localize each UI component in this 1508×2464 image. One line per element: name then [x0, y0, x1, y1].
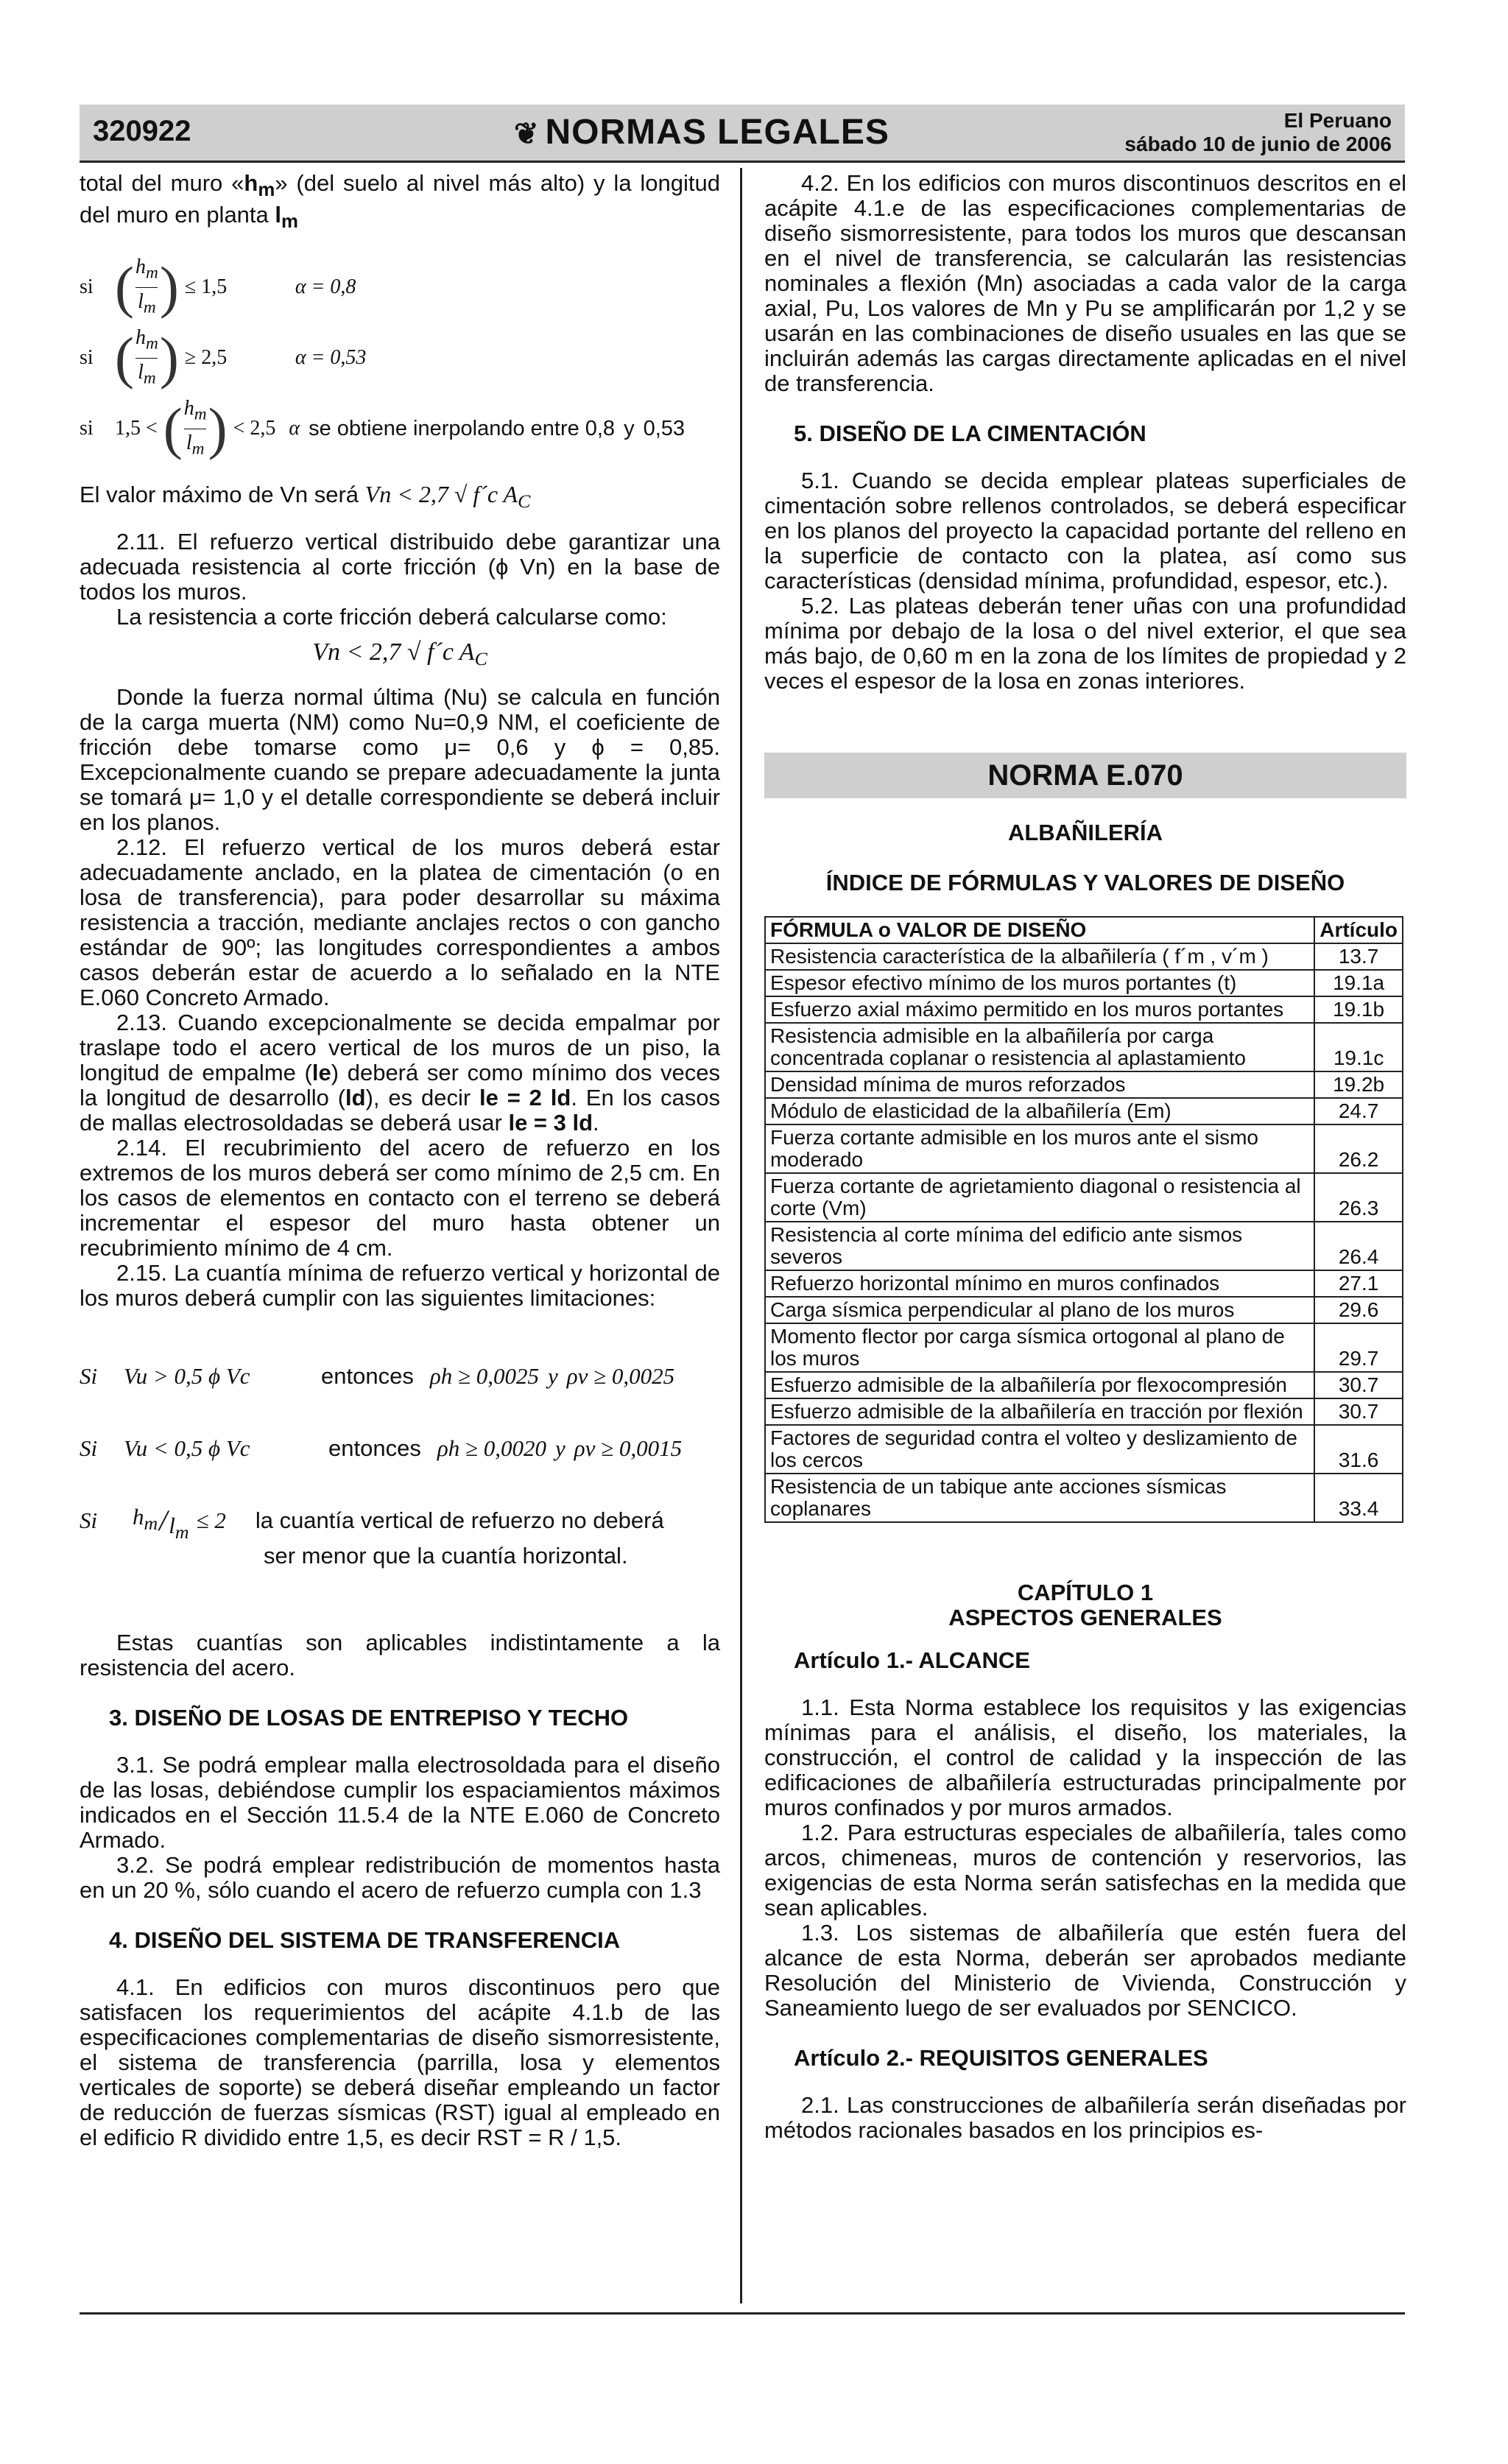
table-row	[765, 970, 1403, 996]
article-1-heading: Artículo 1.- ALCANCE	[794, 1647, 1030, 1673]
table-row	[765, 996, 1403, 1023]
table-row	[765, 1372, 1403, 1398]
paragraph-1-2: 1.2. Para estructuras especiales de albañilería, tales como arcos, chimeneas, muros de contención y reservorios, las exigencias de esta Norma serán satisfechas en la medida que sean aplicables.	[764, 1820, 1406, 1921]
paragraph-2-14: 2.14. El recubrimiento del acero de refuerzo en los extremos de los muros deberá ser como mínimo de 2,5 cm. En los casos de elementos en contacto con el terreno se deberá incrementar el espesor del muro hasta obtener un recubrimiento mínimo de 4 cm.	[80, 1134, 720, 1261]
page-number: 320922	[93, 115, 191, 147]
crest-icon: ❦	[514, 118, 540, 150]
paragraph-2-13: 2.13. Cuando excepcionalmente se decida empalmar por traslape todo el acero vertical de los muros de un piso, la longitud de empalme (le) deberá ser como mínimo dos veces la longitud de desarrollo (ld), es decir le = 2 ld. En los casos de mallas electrosoldadas se deberá usar le = 3 ld.	[80, 1009, 721, 1136]
limitation-1: Si Vu > 0,5 ϕ Vc entonces ρh ≥ 0,0025 y ρv ≥ 0,0025	[80, 1362, 675, 1389]
article-number: 30.7	[1314, 1398, 1403, 1425]
formula-description: Esfuerzo admisible de la albañilería por flexocompresión	[765, 1372, 1314, 1398]
article-number: 31.6	[1314, 1425, 1403, 1474]
table-row	[765, 1270, 1403, 1297]
paragraph-donde: Donde la fuerza normal última (Nu) se calcula en función de la carga muerta (NM) como Nu=0,9 NM, el coeficiente de fricción debe tomarse como μ= 0,6 y ϕ = 0,85. Excepcionalmente cuando se prepare adecuadamente la junta se tomará μ= 1,0 y el detalle correspondiente se deberá incluir en los planos.	[80, 683, 720, 835]
table-row	[765, 1297, 1403, 1323]
alpha-equations	[80, 252, 720, 464]
issue-date: sábado 10 de junio de 2006	[1124, 133, 1392, 155]
table-row	[765, 1071, 1403, 1098]
column-header-article: Artículo	[1314, 917, 1403, 943]
formula-description: Resistencia de un tabique ante acciones sísmicas coplanares	[765, 1474, 1314, 1522]
vn-max-line: El valor máximo de Vn será Vn < 2,7 √ f´c $A_C$	[80, 481, 531, 513]
table-body	[765, 943, 1403, 1522]
formula-description: Densidad mínima de muros reforzados	[765, 1071, 1314, 1098]
article-number: 19.1c	[1314, 1023, 1403, 1071]
article-number: 26.2	[1314, 1124, 1403, 1173]
formula-description: Resistencia admisible en la albañilería por carga concentrada coplanar o resistencia al aplastamiento	[765, 1023, 1314, 1071]
formula-description: Esfuerzo axial máximo permitido en los muros portantes	[765, 996, 1314, 1023]
paragraph-2-12: 2.12. El refuerzo vertical de los muros deberá estar adecuadamente anclado, en la platea de cimentación (o en losa de transferencia), para poder desarrollar su máxima resistencia a tracción, mediante anclajes rectos o con gancho estándar de 90º; las longitudes correspondientes a ambos casos deberán estar de acuerdo a lo señalado en la NTE E.060 Concreto Armado.	[80, 834, 720, 1010]
limitation-3: Si $h_m$ / $l_m$ ≤ 2 la cuantía vertical de refuerzo no deberá	[80, 1503, 664, 1543]
article-2-heading: Artículo 2.- REQUISITOS GENERALES	[794, 2045, 1208, 2071]
article-number: 30.7	[1314, 1372, 1403, 1398]
article-number: 29.7	[1314, 1323, 1403, 1372]
intro-paragraph: total del muro «$h_m$» (del suelo al nivel más alto) y la longitud del muro en planta $l_m$	[80, 170, 721, 233]
paragraph-2-11b: La resistencia a corte fricción deberá calcularse como:	[116, 603, 667, 630]
table-row	[765, 1124, 1403, 1173]
formula-description: Espesor efectivo mínimo de los muros portantes (t)	[765, 970, 1314, 996]
paragraph-estas: Estas cuantías son aplicables indistintamente a la resistencia del acero.	[80, 1629, 720, 1680]
paragraph-3-2: 3.2. Se podrá emplear redistribución de momentos hasta en un 20 %, sólo cuando el acero de refuerzo cumpla con 1.3	[80, 1851, 720, 1903]
table-row	[765, 1398, 1403, 1425]
table-row	[765, 1173, 1403, 1222]
article-number: 19.1a	[1314, 970, 1403, 996]
table-row	[765, 1474, 1403, 1522]
article-number: 19.1b	[1314, 996, 1403, 1023]
page-header	[80, 105, 1405, 163]
formula-description: Momento flector por carga sísmica ortogonal al plano de los muros	[765, 1323, 1314, 1372]
table-row	[765, 1098, 1403, 1124]
article-number: 33.4	[1314, 1474, 1403, 1522]
paragraph-2-11: 2.11. El refuerzo vertical distribuido debe garantizar una adecuada resistencia al corte fricción (ϕ Vn) en la base de todos los muros.	[80, 528, 720, 605]
formula-description: Módulo de elasticidad de la albañilería (Em)	[765, 1098, 1314, 1124]
index-heading: ÍNDICE DE FÓRMULAS Y VALORES DE DISEÑO	[825, 870, 1345, 895]
paragraph-4-1: 4.1. En edificios con muros discontinuos pero que satisfacen los requerimientos del acápite 4.1.b de las especificaciones complementarias de diseño sismorresistente, el sistema de transferencia (parrilla, losa y elementos verticales de soporte) se deberá diseñar empleando un factor de reducción de fuerzas sísmicas (RST) igual al empleado en el edificio R dividido entre 1,5, es decir RST = R / 1,5.	[80, 1974, 720, 2150]
paragraph-2-15: 2.15. La cuantía mínima de refuerzo vertical y horizontal de los muros deberá cumplir con las siguientes limitaciones:	[80, 1259, 720, 1311]
paragraph-5-1: 5.1. Cuando se decida emplear plateas superficiales de cimentación sobre rellenos controlados, se deberá especificar en los planos del proyecto la capacidad portante del relleno en la superficie de contacto con la platea, así como sus características (densidad mínima, profundidad, espesor, etc.).	[764, 468, 1406, 594]
chapter-1-label: CAPÍTULO 1	[1017, 1580, 1154, 1605]
formula-description: Resistencia al corte mínima del edificio ante sismos severos	[765, 1222, 1314, 1270]
paragraph-1-1: 1.1. Esta Norma establece los requisitos y las exigencias mínimas para el análisis, el diseño, los materiales, la construcción, el control de calidad y la inspección de las edificaciones de albañilería estructuradas principalmente por muros confinados y por muros armados.	[764, 1694, 1406, 1820]
vn-formula: Vn < 2,7 √ f´c $A_C$	[312, 638, 487, 669]
article-number: 27.1	[1314, 1270, 1403, 1297]
albanileria-heading: ALBAÑILERÍA	[1007, 820, 1163, 845]
publication-title: ❦ NORMAS LEGALES	[514, 113, 889, 152]
article-number: 19.2b	[1314, 1071, 1403, 1098]
table-header-row	[765, 917, 1403, 943]
section-3-heading: 3. DISEÑO DE LOSAS DE ENTREPISO Y TECHO	[109, 1704, 629, 1731]
column-header-formula: FÓRMULA o VALOR DE DISEÑO	[765, 917, 1314, 943]
right-column	[764, 171, 1406, 2143]
formula-description: Esfuerzo admisible de la albañilería en tracción por flexión	[765, 1398, 1314, 1425]
article-number: 26.4	[1314, 1222, 1403, 1270]
formula-description: Refuerzo horizontal mínimo en muros confinados	[765, 1270, 1314, 1297]
article-number: 24.7	[1314, 1098, 1403, 1124]
article-number: 26.3	[1314, 1173, 1403, 1222]
header-right	[1124, 109, 1392, 156]
formula-description: Factores de seguridad contra el volteo y deslizamiento de los cercos	[765, 1425, 1314, 1474]
chapter-1-title: ASPECTOS GENERALES	[948, 1605, 1222, 1630]
column-divider	[740, 168, 742, 2303]
article-number: 13.7	[1314, 943, 1403, 970]
paragraph-5-2: 5.2. Las plateas deberán tener uñas con una profundidad mínima por debajo de la losa o del nivel exterior, el que sea más bajo, de 0,60 m en la zona de los límites de propiedad y 2 veces el espesor de la losa en zonas interiores.	[764, 593, 1406, 694]
limitation-2: Si Vu < 0,5 ϕ Vc entonces ρh ≥ 0,0020 y ρv ≥ 0,0015	[80, 1435, 683, 1461]
equation-3: si 1,5 < ( $\frac{h_m}{l_m}$ ) < 2,5 α se obtiene inerpolando entre 0,8 y 0,53	[80, 396, 686, 461]
table-row	[765, 1222, 1403, 1270]
limitations-block	[80, 1340, 720, 1569]
paragraph-4-2: 4.2. En los edificios con muros discontinuos descritos en el acápite 4.1.e de las especificaciones complementarias de diseño sismorresistente, para todos los muros que descansan en el nivel de transferencia, se calcularán las resistencias nominales a flexión (Mn) asociadas a cada valor de la carga axial, Pu, Los valores de Mn y Pu se amplificarán por 1,2 y se usarán en las combinaciones de diseño usuales en las que se incluirán además las cargas directamente aplicadas en el nivel de transferencia.	[764, 170, 1406, 396]
article-number: 29.6	[1314, 1297, 1403, 1323]
newspaper-name: El Peruano	[1283, 109, 1392, 132]
table-row	[765, 1425, 1403, 1474]
table-row	[765, 943, 1403, 970]
equation-2: si ( $\frac{h_m}{l_m}$ ) ≥ 2,5 α = 0,53	[80, 325, 367, 390]
left-column	[80, 171, 720, 2150]
table-row	[765, 1323, 1403, 1372]
formula-description: Resistencia característica de la albañilería ( f´m , v´m )	[765, 943, 1314, 970]
formula-description: Carga sísmica perpendicular al plano de los muros	[765, 1297, 1314, 1323]
bottom-rule	[80, 2312, 1405, 2315]
paragraph-2-1: 2.1. Las construcciones de albañilería serán diseñadas por métodos racionales basados en los principios es-	[764, 2092, 1406, 2143]
formula-index-table	[764, 916, 1403, 1523]
formula-description: Fuerza cortante de agrietamiento diagonal o resistencia al corte (Vm)	[765, 1173, 1314, 1222]
section-5-heading: 5. DISEÑO DE LA CIMENTACIÓN	[794, 420, 1146, 446]
paragraph-1-3: 1.3. Los sistemas de albañilería que estén fuera del alcance de esta Norma, deberán ser aprobados mediante Resolución del Ministerio de Vivienda, Construcción y Saneamiento luego de ser evaluados por SENCICO.	[764, 1920, 1406, 2021]
limitation-3-cont: ser menor que la cuantía horizontal.	[264, 1542, 628, 1569]
table-row	[765, 1023, 1403, 1071]
formula-description: Fuerza cortante admisible en los muros ante el sismo moderado	[765, 1124, 1314, 1173]
equation-1: si ( $\frac{h_m}{l_m}$ ) ≤ 1,5 α = 0,8	[80, 255, 356, 320]
section-4-heading: 4. DISEÑO DEL SISTEMA DE TRANSFERENCIA	[109, 1926, 621, 1953]
paragraph-3-1: 3.1. Se podrá emplear malla electrosoldada para el diseño de las losas, debiéndose cumplir los espaciamientos máximos indicados en el Sección 11.5.4 de la NTE E.060 de Concreto Armado.	[80, 1751, 720, 1853]
norma-title: NORMA E.070	[764, 753, 1406, 798]
